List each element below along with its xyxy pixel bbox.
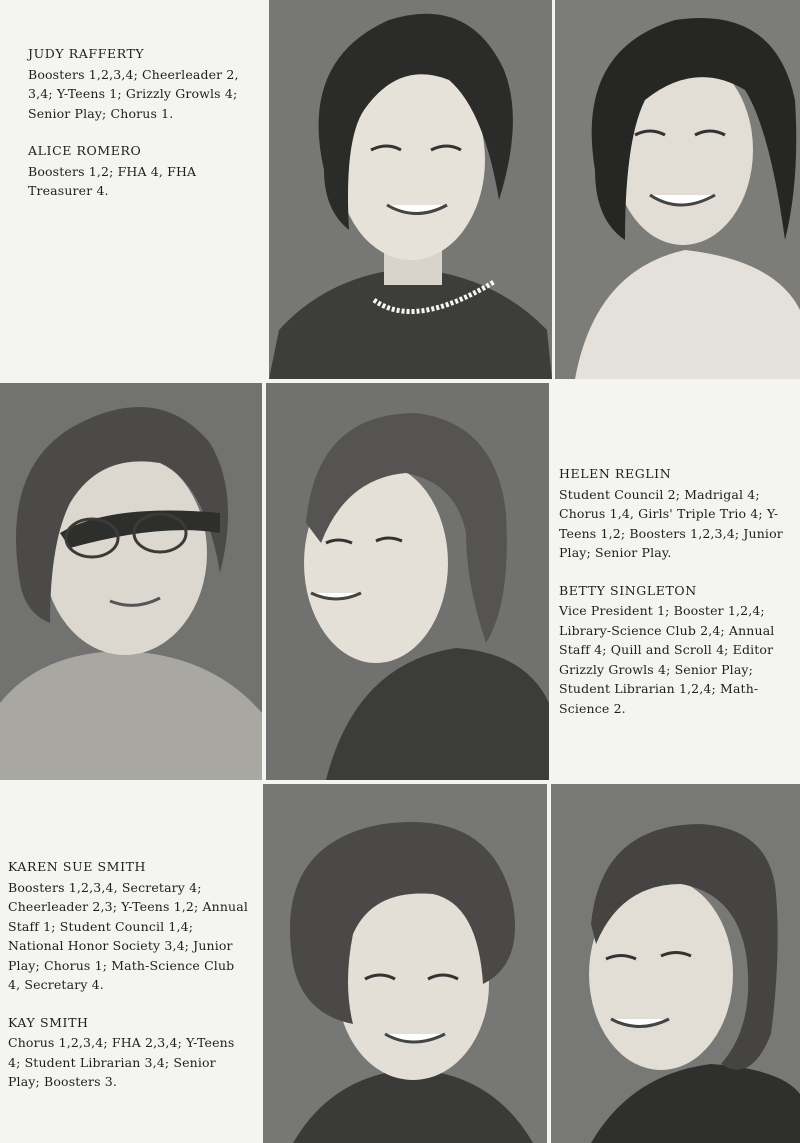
portrait-photo-judy-rafferty bbox=[269, 0, 552, 379]
portrait-photo-kay-smith bbox=[551, 784, 800, 1143]
bio-block-bottom-left bbox=[8, 857, 248, 1092]
portrait-photo-helen-reglin bbox=[0, 383, 262, 780]
student-activities: Boosters 1,2,3,4, Secretary 4; Cheerleader 2,3; Y-Teens 1,2; Annual Staff 1; Student Council 1,4; National Honor Society 3,4; Junior Play; Chorus 1; Math-Science Club 4, Secretary 4. bbox=[8, 879, 248, 992]
student-name: ALICE ROMERO bbox=[28, 143, 142, 158]
bio-block-middle-right bbox=[559, 464, 800, 718]
student-name: KAY SMITH bbox=[8, 1014, 89, 1030]
bio-block-top-left bbox=[28, 44, 258, 201]
portrait-photo-alice-romero bbox=[555, 0, 800, 379]
student-activities: Vice President 1; Booster 1,2,4; Library-Science Club 2,4; Annual Staff 4; Quill and Scroll 4; Editor Grizzly Growls 4; Senior Play; Student Librarian 1,2,4; Math-Science 2. bbox=[559, 603, 775, 716]
student-name: JUDY RAFFERTY bbox=[28, 46, 145, 61]
student-activities: Boosters 1,2,3,4; Cheerleader 2, 3,4; Y-Teens 1; Grizzly Growls 4; Senior Play; Chorus 1. bbox=[28, 66, 239, 121]
student-name: KAREN SUE SMITH bbox=[8, 859, 147, 874]
student-activities: Boosters 1,2; FHA 4, FHA Treasurer 4. bbox=[28, 163, 197, 198]
student-name: BETTY SINGLETON bbox=[559, 582, 697, 598]
portrait-photo-betty-singleton bbox=[266, 383, 549, 780]
student-activities: Chorus 1,2,3,4; FHA 2,3,4; Y-Teens 4; Student Librarian 3,4; Senior Play; Boosters 3. bbox=[8, 1035, 235, 1089]
student-name: HELEN REGLIN bbox=[559, 466, 672, 481]
portrait-photo-karen-sue-smith bbox=[263, 784, 547, 1143]
student-activities: Student Council 2; Madrigal 4; Chorus 1,4, Girls' Triple Trio 4; Y-Teens 1,2; Boosters 1,2,3,4; Junior Play; Senior Play. bbox=[559, 486, 783, 560]
